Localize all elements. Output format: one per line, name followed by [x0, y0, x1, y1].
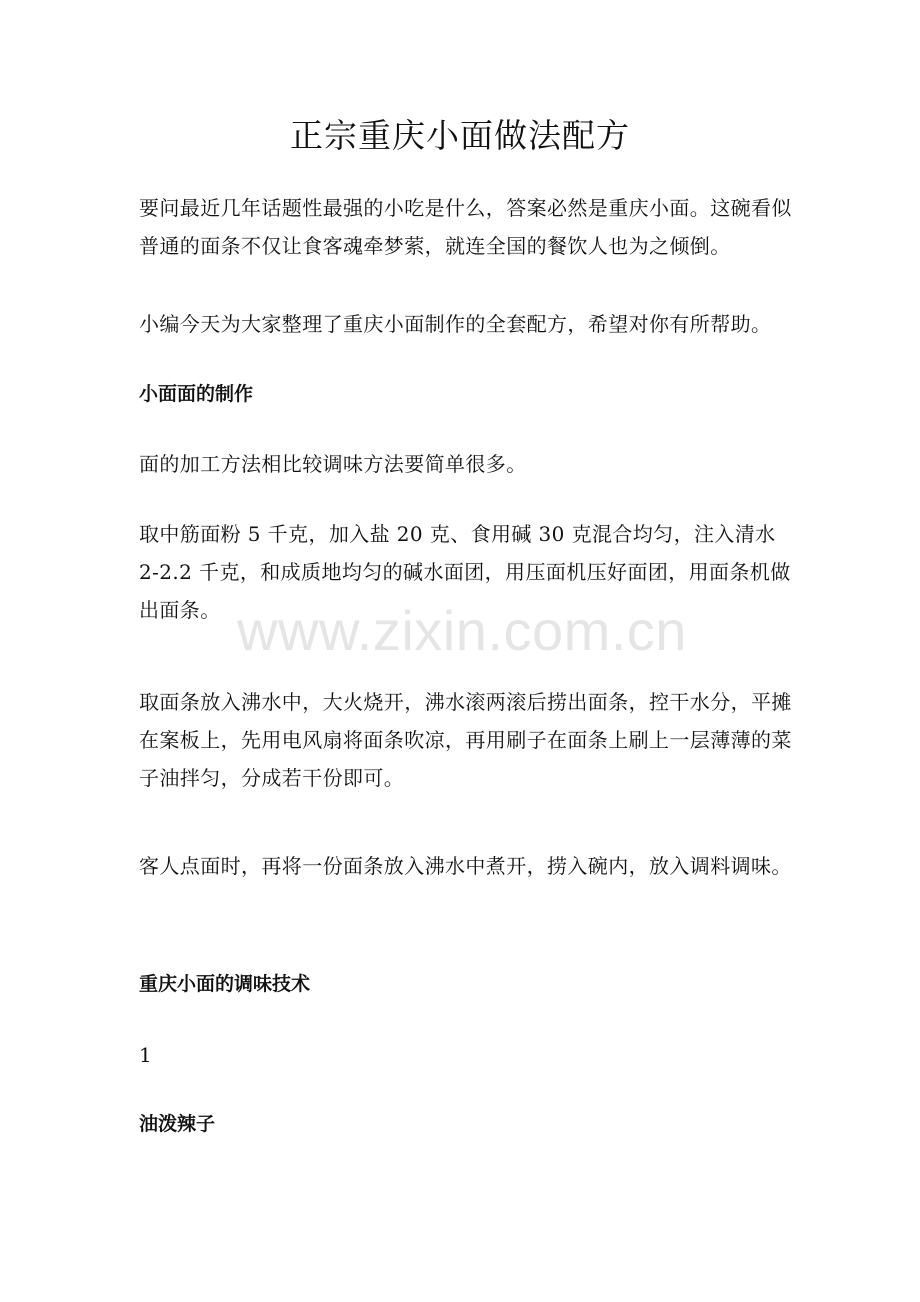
- intro-paragraph-1: 要问最近几年话题性最强的小吃是什么，答案必然是重庆小面。这碗看似普通的面条不仅让食客魂牵梦萦，就连全国的餐饮人也为之倾倒。: [139, 196, 792, 258]
- document-title: 正宗重庆小面做法配方: [290, 116, 630, 155]
- intro-paragraph-2: 小编今天为大家整理了重庆小面制作的全套配方，希望对你有所帮助。: [139, 312, 772, 336]
- section-1-paragraph-2: 取中筋面粉 5 千克，加入盐 20 克、食用碱 30 克混合均匀，注入清水 2-2.2 千克，和成质地均匀的碱水面团，用压面机压好面团，用面条机做出面条。: [139, 522, 791, 622]
- section-item-number: 1: [139, 1043, 152, 1067]
- section-heading-noodle-making: 小面面的制作: [139, 383, 254, 405]
- section-1-paragraph-3: 取面条放入沸水中，大火烧开，沸水滚两滚后捞出面条，控干水分，平摊在案板上，先用电风扇将面条吹凉，再用刷子在面条上刷上一层薄薄的菜子油拌匀，分成若干份即可。: [139, 690, 792, 790]
- subheading-chili-oil: 油泼辣子: [139, 1113, 216, 1135]
- watermark: www.zixin.com.cn: [237, 599, 687, 662]
- section-heading-seasoning: 重庆小面的调味技术: [139, 973, 311, 995]
- section-1-paragraph-4: 客人点面时，再将一份面条放入沸水中煮开，捞入碗内，放入调料调味。: [139, 854, 792, 878]
- section-1-paragraph-1: 面的加工方法相比较调味方法要简单很多。: [139, 452, 527, 476]
